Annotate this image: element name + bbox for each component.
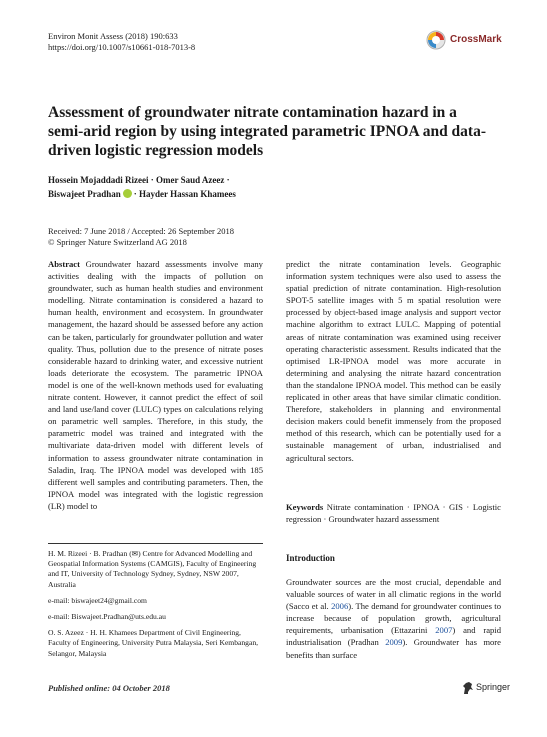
citation-pradhan-2009[interactable]: 2009 — [385, 637, 403, 648]
author-pradhan[interactable]: Biswajeet Pradhan — [48, 189, 121, 199]
author-khamees[interactable]: · Hayder Hassan Khamees — [133, 189, 236, 199]
citation-ettazarini-2007[interactable]: 2007 — [435, 625, 453, 636]
abstract-label: Abstract — [48, 259, 80, 269]
abstract-continued: predict the nitrate contamination levels. Geographic information system techniques were also used to assess the spatial prediction of nitrate contamination. High-resolution SPOT-5 satellite images with 5 m spatial resolution were processed by object-based image analysis and support vector machine algorithm to extract LULC. Mapping of potential areas of nitrate contamination was examined using receiver operating characteristic assessment. Results indicated that the optimised LR-IPNOA model was more accurate in determining and analysing the nitrate hazard concentration than the standalone IPNOA model. This method can be easily replicated in other areas that have similar climatic condition. Therefore, stakeholders in planning and environmental decision makers could benefit immensely from the proposed method of this research, which can be potentially used for a sustainable management of urban, industrialised and agricultural sectors. — [286, 259, 501, 463]
email-2[interactable]: e-mail: Biswajeet.Pradhan@uts.edu.au — [48, 612, 166, 622]
crossmark-label: CrossMark — [450, 34, 502, 45]
introduction-text — [286, 576, 501, 661]
intro-text-end: ). Groundwater has more benefits than surface — [286, 637, 501, 660]
article-history — [48, 226, 288, 248]
keywords-text: Nitrate contamination · IPNOA · GIS · Logistic regression · Groundwater hazard assessment — [286, 502, 501, 525]
received-accepted: Received: 7 June 2018 / Accepted: 26 September 2018 — [48, 226, 235, 236]
springer-horse-icon — [462, 681, 474, 695]
abstract-left-column — [48, 258, 263, 512]
springer-logo — [462, 681, 522, 695]
author-line-1: Hossein Mojaddadi Rizeei · Omer Saud Azeez · — [48, 175, 230, 185]
intro-text-mid2: ) and rapid industrialisation (Pradhan — [286, 625, 501, 648]
keywords-block — [286, 501, 501, 525]
section-heading-introduction: Introduction — [286, 553, 335, 563]
copyright-notice: © Springer Nature Switzerland AG 2018 — [48, 237, 187, 247]
affiliation-1: H. M. Rizeei · B. Pradhan (✉) Centre for Advanced Modelling and Geospatial Information Systems (CAMGIS), Faculty of Engineering and IT, University of Technology Sydney, Sydney, NSW 2007, Australia — [48, 549, 257, 589]
affiliation-2: O. S. Azeez · H. H. Khamees Department of Civil Engineering, Faculty of Engineering, University Putra Malaysia, Seri Kembangan, Selangor, Malaysia — [48, 628, 259, 658]
crossmark-icon — [426, 30, 446, 50]
affiliations — [48, 549, 263, 665]
orcid-icon[interactable] — [123, 189, 132, 198]
intro-text-mid1: ). The demand for groundwater continues to increase because of population growth, agricultural requirements, urbanisation (Ettazarini — [286, 601, 501, 636]
crossmark-badge[interactable] — [426, 30, 516, 50]
intro-text-start: Groundwater sources are the most crucial, dependable and valuable sources of water in all climatic regions in the world (Sacco et al. — [286, 577, 501, 612]
keywords-label: Keywords — [286, 502, 324, 512]
abstract-right-column — [286, 258, 501, 464]
footnote-divider — [48, 543, 263, 544]
author-list — [48, 173, 308, 201]
springer-label: Springer — [476, 682, 511, 692]
published-online: Published online: 04 October 2018 — [48, 683, 170, 693]
citation-sacco-2006[interactable]: 2006 — [331, 601, 349, 612]
email-1[interactable]: e-mail: biswajeet24@gmail.com — [48, 595, 147, 605]
abstract-text: Groundwater hazard assessments involve many activities dealing with the impacts of pollution on groundwater, such as human health studies and environment modelling. Nitrate contamination is considered a hazard to human health, environment and ecosystem. In groundwater management, the hazard should be assessed before any action can be taken, particularly for groundwater pollution and water quality. Thus, pollution due to the presence of nitrate poses considerable hazard to drinking water, and excessive nutrient loads deteriorate the ecosystem. The parametric IPNOA model is one of the well-known methods used for evaluating nitrate content. However, it cannot predict the effect of soil and land use/land cover (LULC) types on calculations relying on parametric well samples. Therefore, in this study, the parametric model was trained and integrated with the multivariate data-driven model with different levels of information to assess groundwater nitrate contamination in Saladin, Iraq. The IPNOA model was developed with 185 different well samples and contributing parameters. Then, the IPNOA model was integrated with the logistic regression (LR) model to — [48, 259, 263, 511]
article-title: Assessment of groundwater nitrate contamination hazard in a semi-arid region by using integrated parametric IPNOA and data-driven logistic regression models — [48, 104, 487, 159]
doi-link[interactable]: https://doi.org/10.1007/s10661-018-7013-8 — [48, 42, 196, 52]
author-line-2 — [48, 187, 308, 201]
journal-citation: Environ Monit Assess (2018) 190:633 — [48, 31, 178, 41]
